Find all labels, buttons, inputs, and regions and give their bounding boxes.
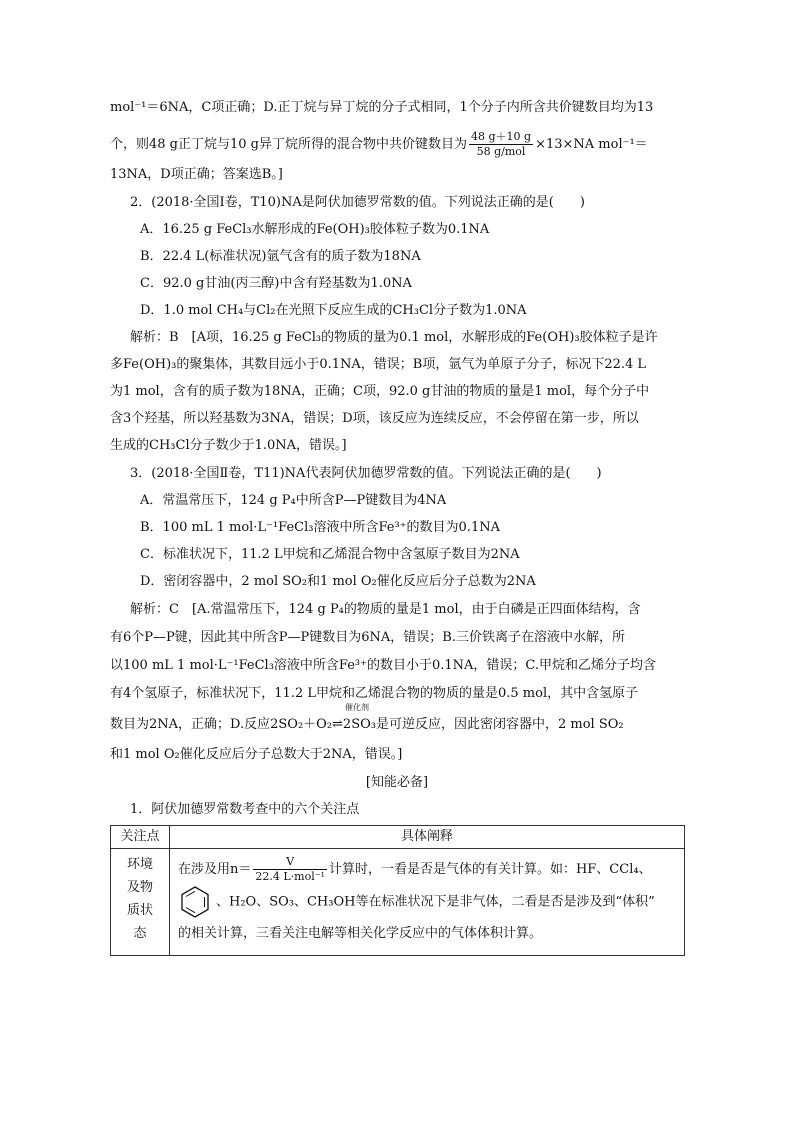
explanation-line-1-pre: 在涉及用n＝ [178, 862, 252, 877]
continued-line-1: mol⁻¹＝6NA，C项正确；D.正丁烷与异丁烷的分子式相同，1个分子内所含共价键数目均为13 [110, 100, 654, 115]
q2-analysis-line: 生成的CH₃Cl分子数少于1.0NA，错误。] [110, 438, 347, 453]
q3-analysis-line: 解析：C [A.常温常压下，124 g P₄的物质的量是1 mol，由于白磷是正四面体结构，含 [130, 602, 641, 617]
q2-analysis-line: 多Fe(OH)₃的聚集体，其数目远小于0.1NA，错误；B项，氩气为单原子分子，标况下22.4 L [110, 357, 647, 372]
q2-stem: 2．(2018·全国Ⅰ卷，T10)NA是阿伏加德罗常数的值。下列说法正确的是( ) [130, 195, 585, 210]
subtitle: 1．阿伏加德罗常数考查中的六个关注点 [130, 802, 360, 817]
mass-fraction-numerator: 48 g＋10 g [471, 130, 532, 143]
table-header-row [111, 826, 685, 849]
molar-volume-numerator: V [253, 855, 327, 870]
q2-option-c: C．92.0 g甘油(丙三醇)中含有羟基数为1.0NA [140, 276, 412, 291]
explanation-line-1 [178, 855, 676, 885]
q2-option-b: B．22.4 L(标准状况)氩气含有的质子数为18NA [140, 249, 421, 264]
q3-analysis-line: 数目为2NA，正确；D.反应2SO₂＋O₂⇌2SO₃是可逆反应，因此密闭容器中，2 mol SO₂ [110, 717, 624, 732]
table-header-focus: 关注点 [111, 826, 170, 849]
q3-analysis-line: 有4个氢原子，标准状况下，11.2 L甲烷和乙烯混合物的物质的量是0.5 mol，其中含氢原子 [110, 686, 639, 701]
q3-option-a: A．常温常压下，124 g P₄中所含P—P键数目为4NA [140, 493, 447, 508]
row-label-line: 质状 [126, 903, 153, 918]
q3-option-d: D．密闭容器中，2 mol SO₂和1 mol O₂催化反应后分子总数为2NA [140, 574, 536, 589]
q2-analysis-line: 为1 mol，含有的质子数为18NA，正确；C项，92.0 g甘油的物质的量是1 mol，每个分子中 [110, 384, 650, 399]
q2-option-a: A．16.25 g FeCl₃水解形成的Fe(OH)₃胶体粒子数为0.1NA [140, 222, 490, 237]
continued-line-2 [110, 130, 648, 159]
continued-line-2-post: ×13×NA mol⁻¹＝ [535, 137, 648, 152]
row-label-line: 环境 [126, 857, 153, 872]
row-label-line: 态 [133, 926, 147, 941]
explanation-line-1-post: 计算时，一看是否是气体的有关计算。如：HF、CCl₄、 [328, 862, 652, 877]
table-header-explanation: 具体阐释 [170, 826, 685, 849]
benzene-icon [178, 885, 212, 919]
q3-analysis-line: 以100 mL 1 mol·L⁻¹FeCl₃溶液中所含Fe³⁺的数目小于0.1NA，错误；C.甲烷和乙烯分子均含 [110, 658, 657, 673]
mass-fraction-denominator: 58 g/mol [476, 145, 526, 158]
q3-option-c: C．标准状况下，11.2 L甲烷和乙烯混合物中含氢原子数目为2NA [140, 547, 520, 562]
continued-line-3: 13NA，D项正确；答案选B。] [110, 167, 283, 182]
q2-analysis-line: 含3个羟基，所以羟基数为3NA，错误；D项，该反应为连续反应，不会停留在第一步，所以 [110, 411, 639, 426]
q2-analysis-line: 解析：B [A项，16.25 g FeCl₃的物质的量为0.1 mol，水解形成的Fe(OH)₃胶体粒子是许 [130, 330, 658, 345]
molar-volume-denominator: 22.4 L·mol⁻¹ [255, 870, 325, 883]
q2-option-d: D．1.0 mol CH₄与Cl₂在光照下反应生成的CH₃Cl分子数为1.0NA [140, 303, 527, 318]
table-row-label [111, 849, 170, 956]
q3-analysis-line: 和1 mol O₂催化反应后分子总数大于2NA，错误。] [110, 747, 403, 762]
explanation-line-2 [178, 885, 676, 919]
q3-stem: 3．(2018·全国Ⅱ卷，T11)NA代表阿伏加德罗常数的值。下列说法正确的是( ) [130, 466, 602, 481]
q3-option-b: B．100 mL 1 mol·L⁻¹FeCl₃溶液中所含Fe³⁺的数目为0.1NA [140, 520, 500, 535]
notes-table [110, 825, 685, 956]
explanation-line-2-text: 、H₂O、SO₃、CH₃OH等在标准状况下是非气体，二看是否是涉及到“体积” [216, 894, 655, 910]
catalyst-label: 催化剂 [345, 703, 369, 712]
section-title: [知能必备] [365, 775, 429, 790]
continued-line-2-pre: 个，则48 g正丁烷与10 g异丁烷所得的混合物中共价键数目为 [110, 137, 467, 152]
q3-analysis-line: 有6个P—P键，因此其中所含P—P键数目为6NA，错误；B.三价铁离子在溶液中水解，所 [110, 630, 625, 645]
table-row [111, 849, 685, 956]
table-row-explanation [170, 849, 685, 956]
mass-fraction [469, 130, 533, 159]
molar-volume-fraction [253, 855, 327, 884]
row-label-line: 及物 [126, 880, 153, 895]
explanation-line-3: 的相关计算，三看关注电解等相关化学反应中的气体体积计算。 [178, 926, 543, 941]
